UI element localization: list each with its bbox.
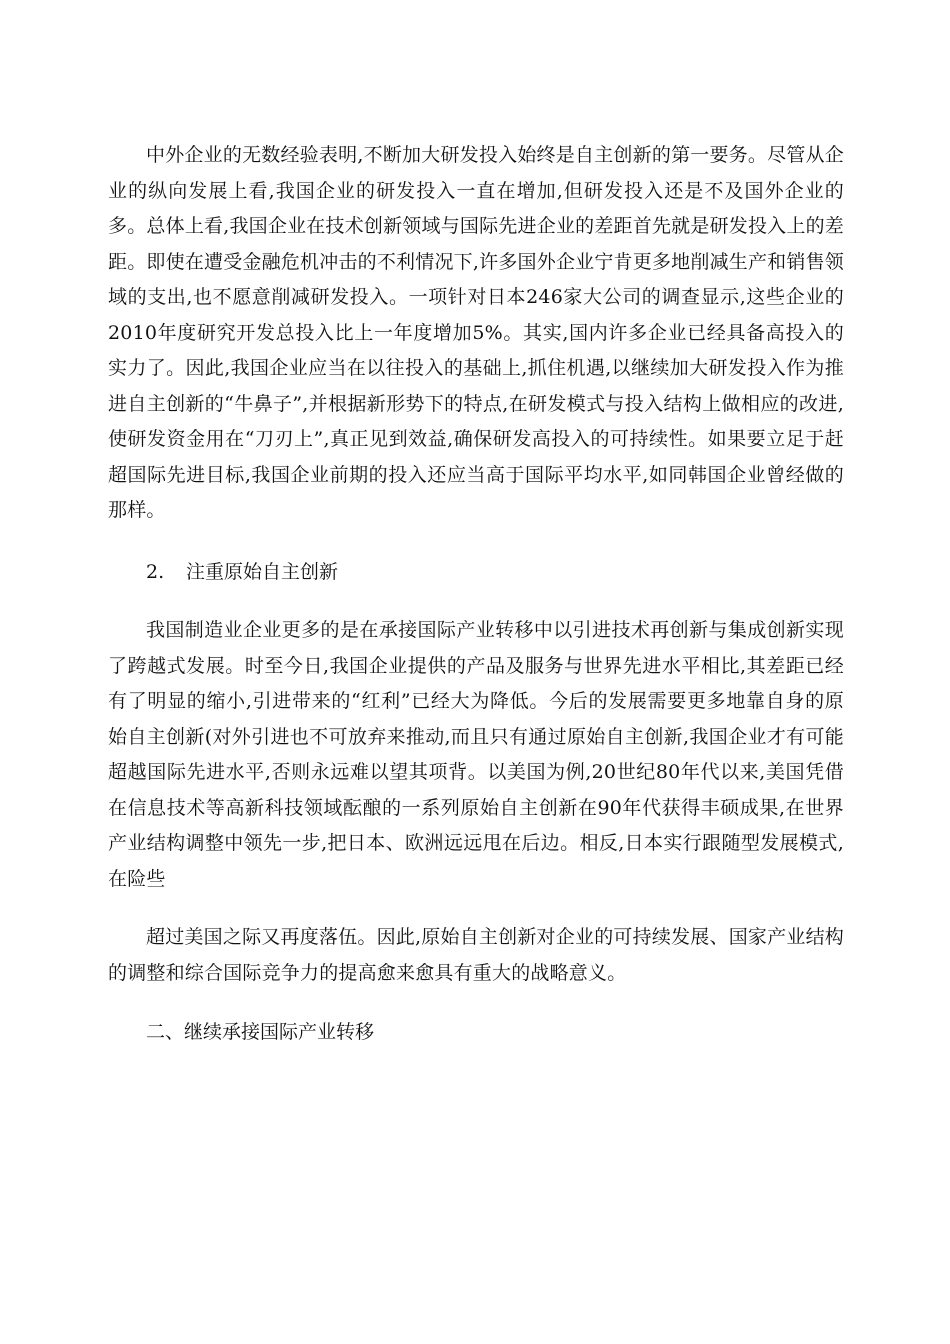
spacer (108, 991, 844, 1015)
spacer (108, 897, 844, 920)
section-heading-original-innovation (108, 555, 844, 591)
spacer (108, 529, 844, 555)
paragraph-strategic-significance: 超过美国之际又再度落伍。因此,原始自主创新对企业的可持续发展、国家产业结构的调整和综合国际竞争力的提高愈来愈具有重大的战略意义。 (108, 926, 844, 984)
paragraph-rd-investment: 中外企业的无数经验表明,不断加大研发投入始终是自主创新的第一要务。尽管从企业的纵向发展上看,我国企业的研发投入一直在增加,但研发投入还是不及国外企业的多。总体上看,我国企业在技术创新领域与国际先进企业的差距首先就是研发投入上的差距。即使在遭受金融危机冲击的不利情况下,许多国外企业宁肯更多地削减生产和销售领域的支出,也不愿意削减研发投入。一项针对日本246家大公司的调查显示,这些企业的2010年度研究开发总投入比上一年度增加5%。其实,国内许多企业已经具备高投入的实力了。因此,我国企业应当在以往投入的基础上,抓住机遇,以继续加大研发投入作为推进自主创新的“牛鼻子”,并根据新形势下的特点,在研发模式与投入结构上做相应的改进,使研发资金用在“刀刃上”,真正见到效益,确保研发高投入的可持续性。如果要立足于赶超国际先进目标,我国企业前期的投入还应当高于国际平均水平,如同韩国企业曾经做的那样。 (108, 144, 844, 521)
section-heading-industry-transfer: 二、继续承接国际产业转移 (146, 1021, 375, 1043)
spacer (108, 590, 844, 613)
document-page (108, 138, 844, 1051)
paragraph-original-innovation: 我国制造业企业更多的是在承接国际产业转移中以引进技术再创新与集成创新实现了跨越式发展。时至今日,我国企业提供的产品及服务与世界先进水平相比,其差距已经有了明显的缩小,引进带来的“红利”已经大为降低。今后的发展需要更多地靠自身的原始自主创新(对外引进也不可放弃来推动,而且只有通过原始自主创新,我国企业才有可能超越国际先进水平,否则永远难以望其项背。以美国为例,20世纪80年代以来,美国凭借在信息技术等高新科技领域酝酿的一系列原始自主创新在90年代获得丰硕成果,在世界产业结构调整中领先一步,把日本、欧洲远远甩在后边。相反,日本实行跟随型发展模式,在险些 (108, 619, 844, 890)
heading-text: 注重原始自主创新 (186, 560, 339, 583)
heading-number: 2. (146, 560, 165, 583)
